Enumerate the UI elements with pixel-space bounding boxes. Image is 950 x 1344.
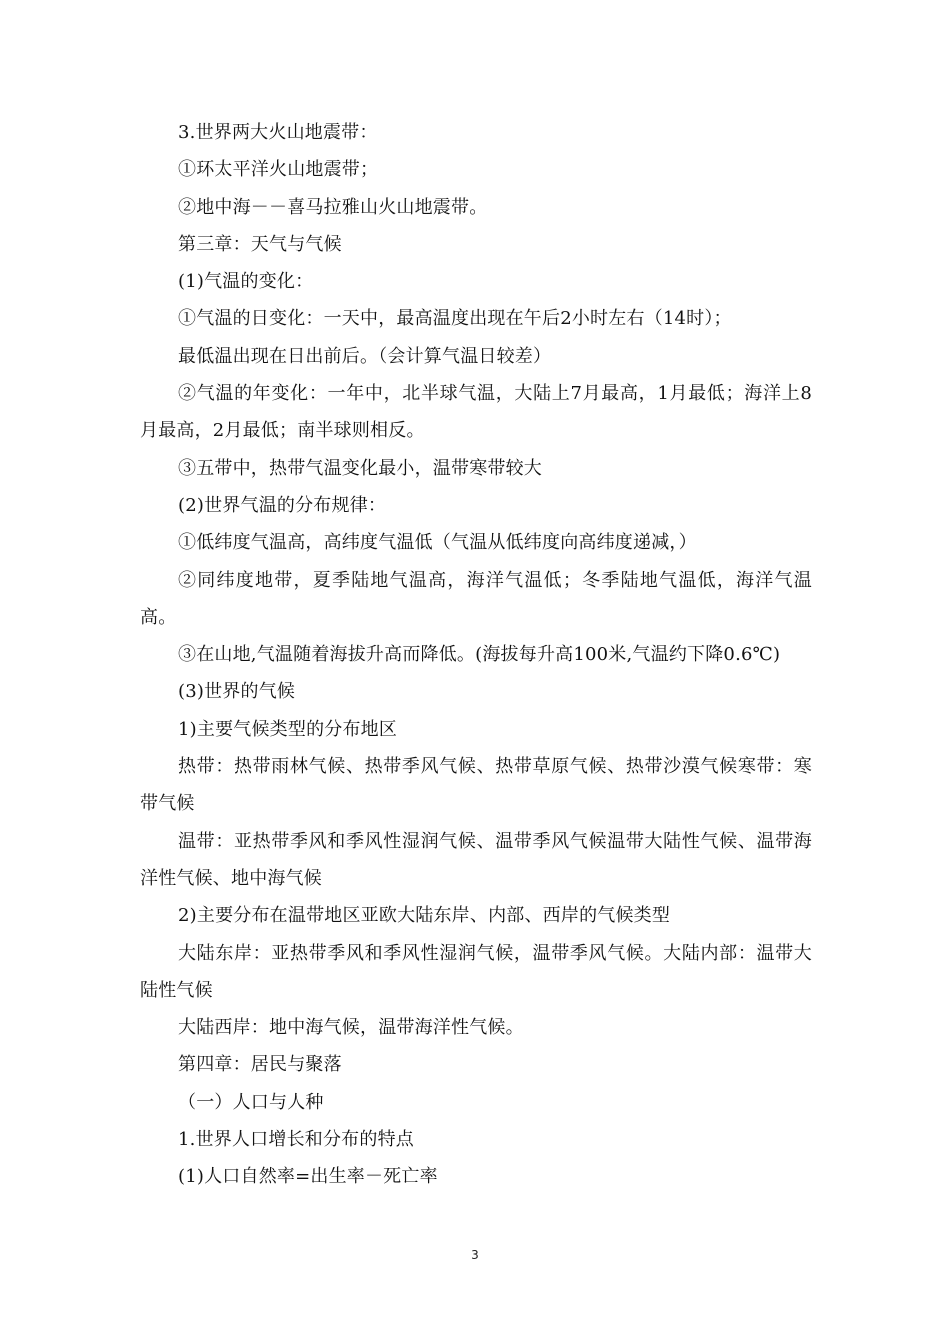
chapter-heading-3: 第三章：天气与气候 bbox=[178, 233, 342, 255]
paragraph-17: 温带：亚热带季风和季风性湿润气候、温带季风气候温带大陆性气候、温带海洋性气候、地中海气候 bbox=[140, 830, 812, 889]
paragraph-20: 大陆西岸：地中海气候，温带海洋性气候。 bbox=[178, 1017, 524, 1039]
paragraph-6: ①气温的日变化：一天中，最高温度出现在午后2小时左右（14时）； bbox=[178, 308, 732, 330]
paragraph-24: (1)人口自然率=出生率－死亡率 bbox=[178, 1166, 438, 1188]
page-number: 3 bbox=[471, 1248, 479, 1262]
paragraph-8: ②气温的年变化：一年中，北半球气温，大陆上7月最高，1月最低；海洋上8月最高，2月最低；南半球则相反。 bbox=[140, 383, 812, 442]
paragraph-14: (3)世界的气候 bbox=[178, 681, 296, 703]
paragraph-13: ③在山地,气温随着海拔升高而降低。(海拔每升高100米,气温约下降0.6℃) bbox=[178, 644, 781, 666]
paragraph-7: 最低温出现在日出前后。（会计算气温日较差） bbox=[178, 345, 552, 367]
paragraph-16: 热带：热带雨林气候、热带季风气候、热带草原气候、热带沙漠气候寒带：寒带气候 bbox=[140, 756, 812, 815]
chapter-heading-4: 第四章：居民与聚落 bbox=[178, 1054, 342, 1076]
document-body bbox=[140, 114, 812, 1196]
paragraph-5: (1)气温的变化： bbox=[178, 271, 314, 293]
paragraph-2: ①环太平洋火山地震带； bbox=[178, 159, 379, 181]
paragraph-12: ②同纬度地带，夏季陆地气温高，海洋气温低；冬季陆地气温低，海洋气温高。 bbox=[140, 569, 812, 628]
paragraph-9: ③五带中，热带气温变化最小，温带寒带较大 bbox=[178, 457, 542, 479]
section-heading-1: （一）人口与人种 bbox=[178, 1091, 324, 1113]
paragraph-11: ①低纬度气温高，高纬度气温低（气温从低纬度向高纬度递减，） bbox=[178, 532, 697, 554]
paragraph-15: 1)主要气候类型的分布地区 bbox=[178, 718, 398, 740]
paragraph-23: 1.世界人口增长和分布的特点 bbox=[178, 1129, 414, 1151]
paragraph-1: 3.世界两大火山地震带： bbox=[178, 122, 378, 143]
paragraph-10: (2)世界气温的分布规律： bbox=[178, 494, 387, 516]
paragraph-18: 2)主要分布在温带地区亚欧大陆东岸、内部、西岸的气候类型 bbox=[178, 905, 671, 927]
paragraph-19: 大陆东岸：亚热带季风和季风性湿润气候，温带季风气候。大陆内部：温带大陆性气候 bbox=[140, 942, 812, 1001]
paragraph-3: ②地中海－－喜马拉雅山火山地震带。 bbox=[178, 196, 488, 218]
